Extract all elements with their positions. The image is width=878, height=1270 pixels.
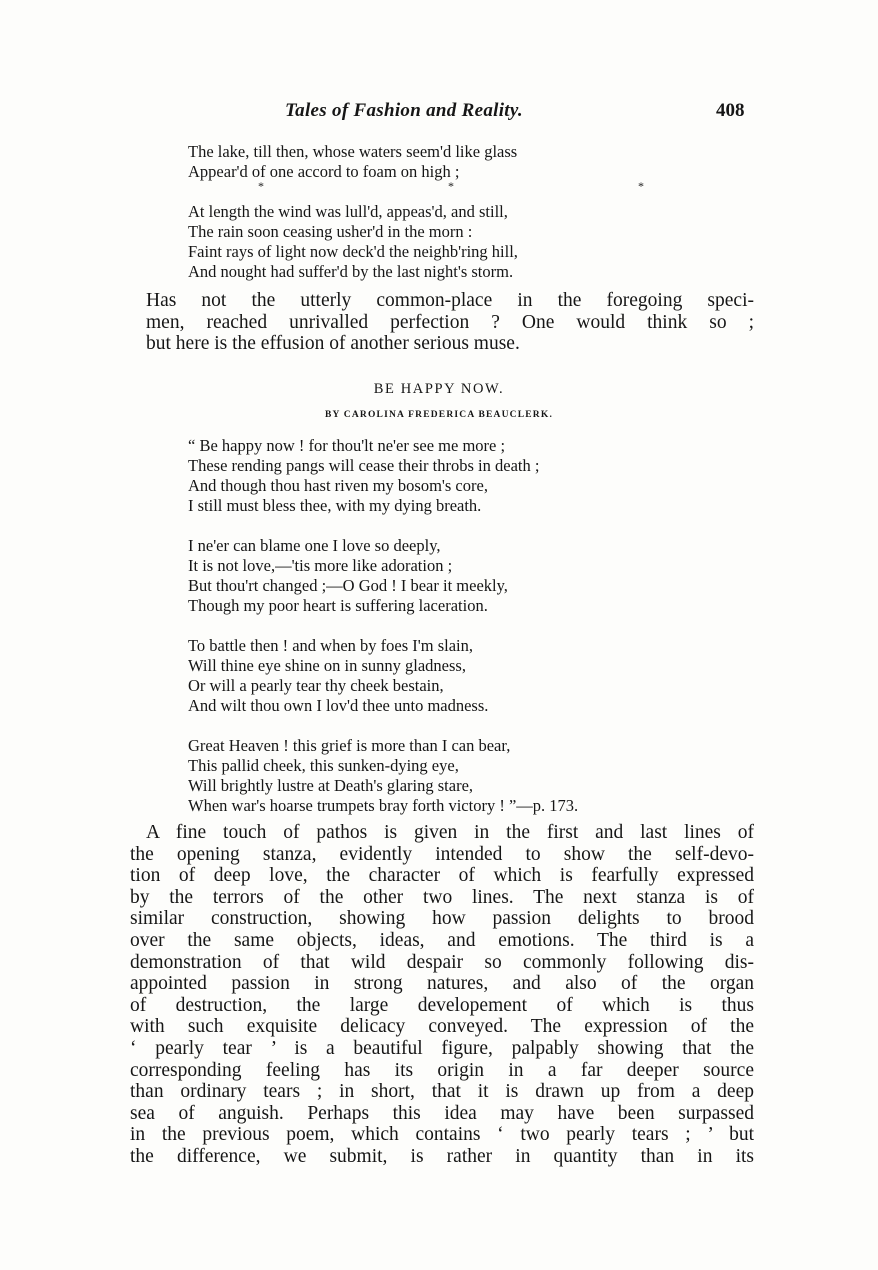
poem-stanza-3 bbox=[188, 636, 578, 716]
poem-line: Will brightly lustre at Death's glaring stare, bbox=[188, 776, 474, 795]
paragraph-line: A fine touch of pathos is given in the first and last lines of bbox=[146, 822, 754, 843]
paragraph-line: corresponding feeling has its origin in a far deeper source bbox=[130, 1059, 754, 1081]
paragraph-line: of destruction, the large developement of which is thus bbox=[130, 994, 754, 1016]
poem-line: Though my poor heart is suffering laceration. bbox=[188, 596, 488, 615]
verse-line: Appear'd of one accord to foam on high ; bbox=[188, 162, 460, 181]
running-title: Tales of Fashion and Reality. bbox=[285, 100, 523, 121]
verse-line: The lake, till then, whose waters seem'd like glass bbox=[188, 142, 518, 161]
paragraph-line: similar construction, showing how passion delights to brood bbox=[130, 908, 754, 930]
poem-line: Will thine eye shine on in sunny gladness, bbox=[188, 656, 466, 675]
paragraph-line: over the same objects, ideas, and emotions. The third is a bbox=[130, 929, 754, 951]
paragraph-line: the difference, we submit, is rather in quantity than in its bbox=[130, 1145, 754, 1167]
poem-title: BE HAPPY NOW. bbox=[373, 381, 505, 397]
star-mark: * bbox=[448, 179, 454, 193]
verse-line: And nought had suffer'd by the last night's storm. bbox=[188, 262, 514, 281]
verse-line: Faint rays of light now deck'd the neighb'ring hill, bbox=[188, 242, 518, 261]
quoted-verse-stanza-2 bbox=[188, 202, 518, 282]
commentary-paragraph bbox=[130, 822, 754, 1168]
poem-stanza-4 bbox=[188, 736, 578, 816]
paragraph-line: men, reached unrivalled perfection ? One would think so ; bbox=[146, 311, 754, 333]
quoted-verse-stanza-1 bbox=[188, 142, 517, 182]
poem-author: BY CAROLINA FREDERICA BEAUCLERK. bbox=[324, 410, 554, 420]
paragraph-line: ‘ pearly tear ’ is a beautiful figure, palpably showing that the bbox=[130, 1037, 754, 1059]
poem-line: When war's hoarse trumpets bray forth victory ! ”—p. 173. bbox=[188, 796, 579, 815]
paragraph-line: but here is the effusion of another serious muse. bbox=[146, 333, 520, 355]
running-head bbox=[0, 100, 878, 128]
paragraph-line: tion of deep love, the character of which is fearfully expressed bbox=[130, 865, 754, 887]
star-mark: * bbox=[258, 179, 264, 193]
page-number: 408 bbox=[716, 100, 745, 121]
paragraph-line: Has not the utterly common-place in the foregoing speci- bbox=[146, 290, 754, 311]
poem-stanza-1 bbox=[188, 436, 578, 516]
poem-line: Or will a pearly tear thy cheek bestain, bbox=[188, 676, 444, 695]
verse-line: The rain soon ceasing usher'd in the morn : bbox=[188, 222, 473, 241]
poem-line: To battle then ! and when by foes I'm slain, bbox=[188, 636, 473, 655]
poem-line: This pallid cheek, this sunken-dying eye, bbox=[188, 756, 459, 775]
poem-stanza-2 bbox=[188, 536, 578, 616]
poem-line: And though thou hast riven my bosom's core, bbox=[188, 476, 488, 495]
verse-line: At length the wind was lull'd, appeas'd, and still, bbox=[188, 202, 508, 221]
paragraph-line: appointed passion in strong natures, and also of the organ bbox=[130, 973, 754, 995]
poem-line: It is not love,—'tis more like adoration ; bbox=[188, 556, 453, 575]
paragraph-line: than ordinary tears ; in short, that it is drawn up from a deep bbox=[130, 1081, 754, 1103]
poem-line: Great Heaven ! this grief is more than I can bear, bbox=[188, 736, 511, 755]
poem-line: But thou'rt changed ;—O God ! I bear it meekly, bbox=[188, 576, 508, 595]
poem-line: “ Be happy now ! for thou'lt ne'er see me more ; bbox=[188, 436, 506, 455]
star-mark: * bbox=[638, 179, 644, 193]
paragraph-line: the opening stanza, evidently intended to show the self-devo- bbox=[130, 843, 754, 865]
paragraph-line: in the previous poem, which contains ‘ two pearly tears ; ’ but bbox=[130, 1124, 754, 1146]
paragraph-line: sea of anguish. Perhaps this idea may have been surpassed bbox=[130, 1102, 754, 1124]
paragraph-line: with such exquisite delicacy conveyed. The expression of the bbox=[130, 1016, 754, 1038]
poem-line: I ne'er can blame one I love so deeply, bbox=[188, 536, 441, 555]
ellipsis-stars bbox=[258, 179, 678, 197]
paragraph-line: demonstration of that wild despair so commonly following dis- bbox=[130, 951, 754, 973]
poem-line: I still must bless thee, with my dying breath. bbox=[188, 496, 482, 515]
intro-paragraph bbox=[146, 290, 754, 355]
poem-body bbox=[188, 436, 578, 836]
poem-line: And wilt thou own I lov'd thee unto madness. bbox=[188, 696, 489, 715]
poem-line: These rending pangs will cease their throbs in death ; bbox=[188, 456, 540, 475]
paragraph-line: by the terrors of the other two lines. The next stanza is of bbox=[130, 886, 754, 908]
